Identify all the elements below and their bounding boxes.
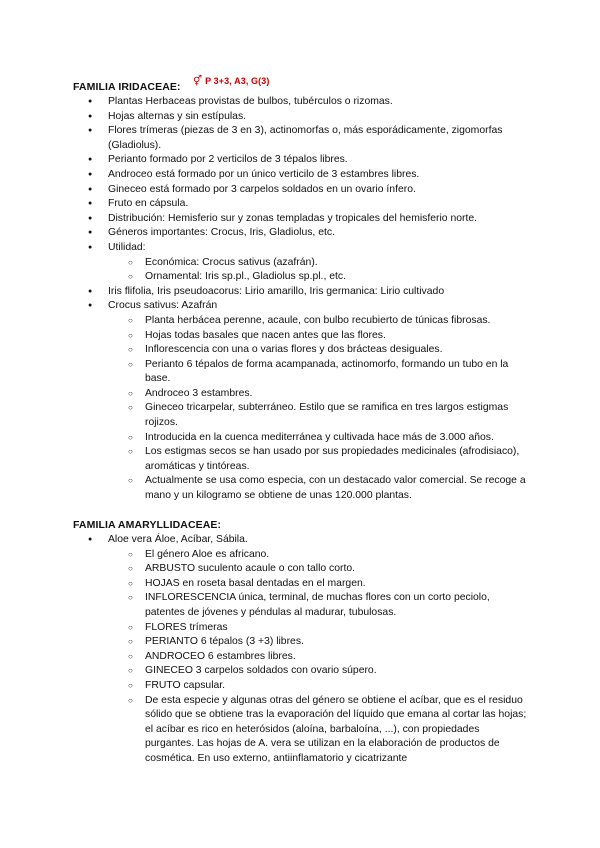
utilidad-sublist: [88, 256, 528, 285]
list-item: ○ Gineceo tricarpelar, subterráneo. Estilo que se ramifica en tres largos estigmas rojizos.: [88, 401, 528, 430]
list-item: ○ Planta herbácea perenne, acaule, con bulbo recubierto de túnicas fibrosas.: [88, 314, 528, 329]
list-item: ○ ANDROCEO 6 estambres libres.: [88, 650, 528, 665]
list-item: ○ Económica: Crocus sativus (azafrán).: [88, 256, 528, 271]
list-item: ● Hojas alternas y sin estípulas.: [88, 110, 528, 125]
list-item: ○ De esta especie y algunas otras del género se obtiene el acíbar, que es el residuo sólido que se obtiene tras la evaporación del líquido que emana al cortar las hojas; el acíbar es rico en heterósidos (aloína, barbaloína, ...), con propiedades purgantes. Las hojas de A. vera se utilizan en la elaboración de productos de cosmética. En uso externo, antiinflamatorio y cicatrizante: [88, 694, 528, 767]
crocus-item: [88, 299, 528, 503]
amaryllidaceae-title: FAMILIA AMARYLLIDACEAE:: [73, 519, 222, 531]
list-item: ● Gineceo está formado por 3 carpelos soldados en un ovario ínfero.: [88, 183, 528, 198]
crocus-sublist: [88, 314, 528, 504]
crocus-label: Crocus sativus: Azafrán: [108, 300, 218, 312]
list-item: ○ HOJAS en roseta basal dentadas en el margen.: [88, 577, 528, 592]
list-item: ● Distribución: Hemisferio sur y zonas templadas y tropicales del hemisferio norte.: [88, 212, 528, 227]
list-item: ○ Ornamental: Iris sp.pl., Gladiolus sp.pl., etc.: [88, 270, 528, 285]
list-item: ○ Actualmente se usa como especia, con un destacado valor comercial. Se recoge a mano y un kilogramo se obtiene de unas 120.000 plantas.: [88, 474, 528, 503]
floral-formula-text: P 3+3, A3, G(3): [205, 76, 270, 86]
list-item: ○ Hojas todas basales que nacen antes que las flores.: [88, 329, 528, 344]
list-item: ○ INFLORESCENCIA única, terminal, de muchas flores con un corto peciolo, patentes de jóvenes y péndulas al madurar, tubulosas.: [88, 591, 528, 620]
list-item: ● Géneros importantes: Crocus, Iris, Gladiolus, etc.: [88, 226, 528, 241]
iridaceae-title: FAMILIA IRIDACEAE:: [73, 81, 181, 93]
aloe-item: [88, 533, 528, 767]
amaryllidaceae-heading: [73, 519, 221, 531]
aloe-label: Aloe vera Áloe, Acíbar, Sábila.: [108, 534, 248, 545]
list-item: ● Plantas Herbaceas provistas de bulbos, tubérculos o rizomas.: [88, 95, 528, 110]
iridaceae-heading: [73, 76, 270, 93]
iris-item: ● Iris flifolia, Iris pseudoacorus: Lirio amarillo, Iris germanica: Lirio cultivado: [88, 285, 528, 300]
list-item: ● Perianto formado por 2 verticilos de 3 tépalos libres.: [88, 153, 528, 168]
hermaphrodite-symbol-icon: ⚥: [193, 76, 203, 87]
list-item: ○ ARBUSTO suculento acaule o con tallo corto.: [88, 562, 528, 577]
floral-formula: [193, 76, 269, 87]
list-item: ○ FRUTO capsular.: [88, 679, 528, 694]
aloe-sublist: [88, 548, 528, 767]
amaryllidaceae-list: [88, 533, 528, 767]
utilidad-item: [88, 241, 528, 285]
list-item: ○ FLORES trímeras: [88, 621, 528, 636]
list-item: ○ Inflorescencia con una o varias flores y dos brácteas desiguales.: [88, 343, 528, 358]
list-item: ● Flores trímeras (piezas de 3 en 3), actinomorfas o, más esporádicamente, zigomorfas (Gladiolus).: [88, 124, 528, 153]
list-item: ○ Los estigmas secos se han usado por sus propiedades medicinales (afrodisiaco), aromáticas y tintóreas.: [88, 445, 528, 474]
list-item: ● Androceo está formado por un único verticilo de 3 estambres libres.: [88, 168, 528, 183]
list-item: ○ El género Aloe es africano.: [88, 548, 528, 563]
list-item: ○ Perianto 6 tépalos de forma acampanada, actinomorfo, formando un tubo en la base.: [88, 358, 528, 387]
iridaceae-list: [88, 95, 528, 504]
list-item: ○ PERIANTO 6 tépalos (3 +3) libres.: [88, 635, 528, 650]
list-item: ○ Androceo 3 estambres.: [88, 387, 528, 402]
utilidad-label: Utilidad:: [108, 241, 146, 253]
list-item: ● Fruto en cápsula.: [88, 197, 528, 212]
list-item: ○ GINECEO 3 carpelos soldados con ovario súpero.: [88, 664, 528, 679]
list-item: ○ Introducida en la cuenca mediterránea y cultivada hace más de 3.000 años.: [88, 431, 528, 446]
